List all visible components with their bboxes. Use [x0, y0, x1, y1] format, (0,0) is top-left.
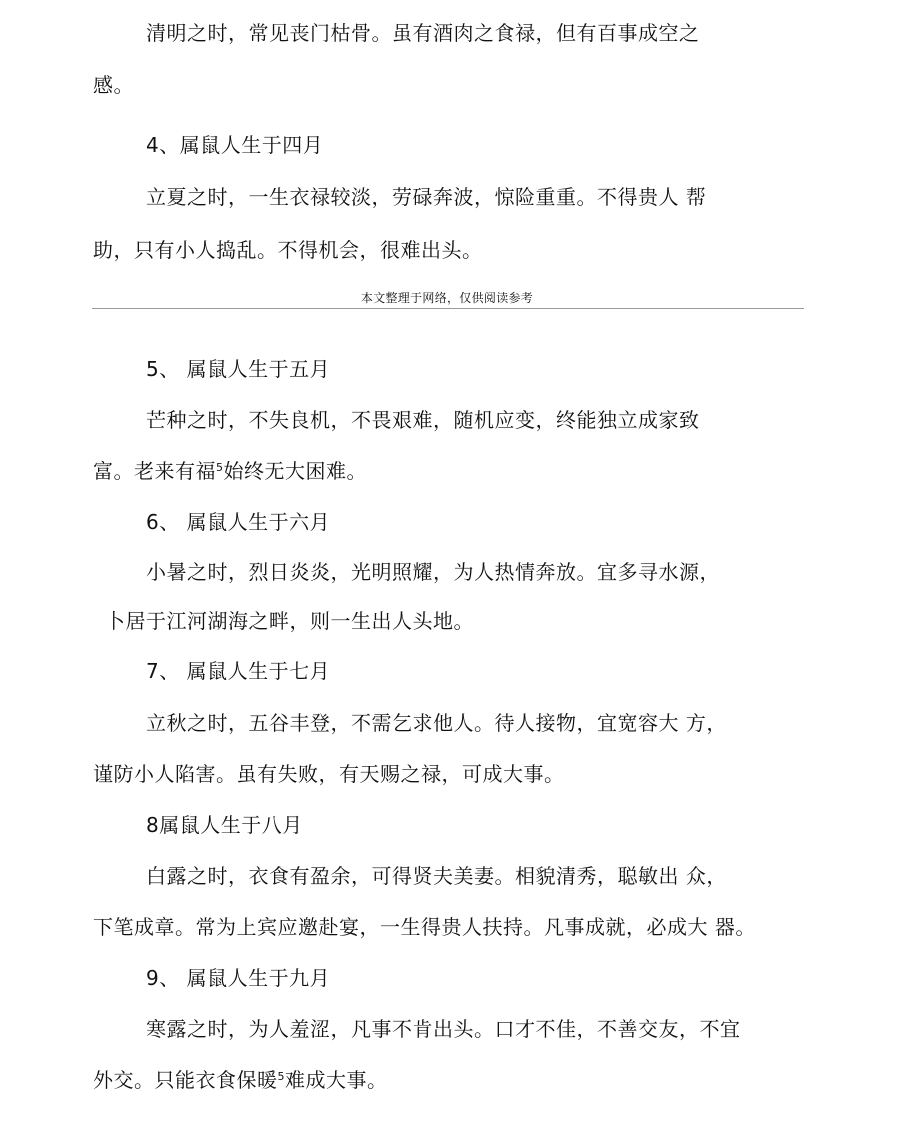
section-heading-april: 4、属鼠人生于四月: [146, 133, 324, 157]
superscript-marker: 5: [277, 1070, 285, 1083]
paragraph-line: 谨防小人陷害。虽有失败，有天赐之禄，可成大事。: [93, 762, 565, 786]
paragraph-line: 白露之时，衣食有盈余，可得贤夫美妻。相貌清秀，聪敏出 众，: [146, 864, 727, 888]
section-heading-june: 6、 属鼠人生于六月: [146, 510, 331, 534]
paragraph-line: 小暑之时，烈日炎炎，光明照耀，为人热情奔放。宜多寻水源，: [146, 560, 720, 584]
paragraph-line: 寒露之时，为人羞涩，凡事不肯出头。口才不佳，不善交友，不宜: [146, 1017, 741, 1041]
paragraph-line: 立秋之时，五谷丰登，不需乞求他人。待人接物，宜宽容大 方，: [146, 711, 727, 735]
paragraph-line: 立夏之时，一生衣禄较淡，劳碌奔波，惊险重重。不得贵人 帮: [146, 185, 707, 209]
paragraph-line: 感。: [93, 73, 134, 97]
superscript-marker: 5: [216, 461, 224, 474]
text-segment: 始终无大困难。: [223, 459, 367, 483]
text-segment: 外交。只能衣食保暖: [93, 1068, 278, 1092]
paragraph-line: 清明之时，常见丧门枯骨。虽有酒肉之食禄，但有百事成空之: [146, 21, 700, 45]
paragraph-line: 助，只有小人捣乱。不得机会，很难出头。: [93, 238, 483, 262]
section-heading-september: 9、 属鼠人生于九月: [146, 966, 331, 990]
text-segment: 难成大事。: [285, 1068, 388, 1092]
paragraph-line: 下笔成章。常为上宾应邀赴宴，一生得贵人扶持。凡事成就，必成大 器。: [93, 915, 756, 939]
footer-divider: [92, 308, 804, 309]
section-heading-august: 8属鼠人生于八月: [146, 813, 303, 837]
section-heading-may: 5、 属鼠人生于五月: [146, 357, 331, 381]
paragraph-line: [93, 1066, 388, 1094]
text-segment: 富。老来有福: [93, 459, 216, 483]
paragraph-line: [93, 457, 367, 485]
paragraph-line: 芒种之时，不失良机，不畏艰难，随机应变，终能独立成家致: [146, 408, 700, 432]
paragraph-line: 卜居于江河湖海之畔，则一生出人头地。: [105, 609, 474, 633]
page-footer-note: 本文整理于网络，仅供阅读参考: [360, 291, 534, 305]
section-heading-july: 7、 属鼠人生于七月: [146, 659, 331, 683]
